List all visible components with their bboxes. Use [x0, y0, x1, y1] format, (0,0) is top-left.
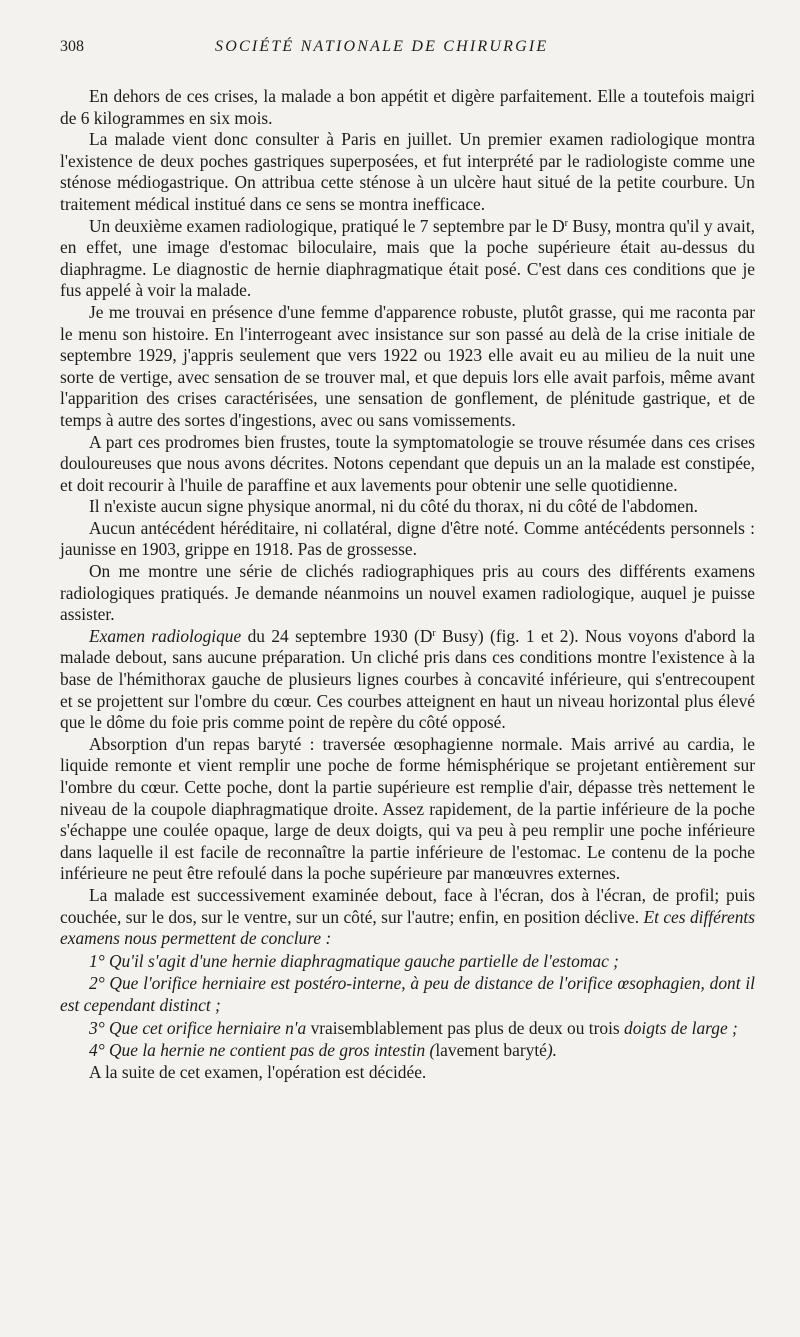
- page-header: [60, 38, 730, 62]
- paragraph: Il n'existe aucun signe physique anormal, ni du côté du thorax, ni du côté de l'abdomen.: [89, 496, 698, 517]
- conclusion-item: [60, 1018, 755, 1040]
- section-title: Examen radiologique: [89, 625, 242, 646]
- paragraph: Aucun antécédent héréditaire, ni collatéral, digne d'être noté. Comme antécédents personnels : jaunisse en 1903, grippe en 1918. Pas de grossesse.: [60, 517, 755, 560]
- text-run: du 24 septembre 1930 (D: [241, 625, 433, 646]
- text-run: Un deuxième examen radiologique, pratiqué le 7 septembre par le D: [89, 215, 565, 236]
- conclusion-item: 1° Qu'il s'agit d'une hernie diaphragmatique gauche partielle de l'estomac ;: [89, 950, 619, 971]
- paragraph: [60, 626, 755, 734]
- conclusion-item: [60, 1040, 755, 1062]
- text-run: La malade est successivement examinée debout, face à l'écran, dos à l'écran, de profil; puis couchée, sur le dos, sur le ventre, sur un côté, sur l'autre; enfin, en position déclive.: [60, 884, 755, 927]
- text-run: lavement baryté: [435, 1040, 547, 1061]
- paragraph: A part ces prodromes bien frustes, toute la symptomatologie se trouve résumée dans ces crises douloureuses que nous avons décrites. Notons cependant que depuis un an la malade est constipée, et doit recourir à l'huile de paraffine et aux lavements pour obtenir une selle quotidienne.: [60, 431, 755, 495]
- italic-run: ).: [546, 1040, 558, 1061]
- conclusion-item: 2° Que l'orifice herniaire est postéro-interne, à peu de distance de l'orifice œsophagien, dont il est cependant distinct ;: [60, 973, 755, 1015]
- italic-run: 3° Que cet orifice herniaire n'a: [89, 1017, 311, 1038]
- page-number: 308: [60, 38, 84, 55]
- body-text: [60, 86, 755, 1083]
- paragraph: [60, 216, 755, 302]
- superscript: r: [432, 627, 436, 639]
- text-run: Busy, montra qu'il y avait, en effet, une image d'estomac biloculaire, mais que la poche supérieure était au-dessus du diaphragme. Le diagnostic de hernie diaphragmatique était posé. C'est dans ces conditions que je fus appelé à voir la malade.: [60, 215, 755, 301]
- text-run: vraisemblablement pas plus de deux ou trois: [310, 1017, 620, 1038]
- running-title: SOCIÉTÉ NATIONALE DE CHIRURGIE: [215, 38, 549, 55]
- italic-run: 4° Que la hernie ne contient pas de gros intestin (: [89, 1040, 436, 1061]
- superscript: r: [564, 217, 568, 229]
- paragraph: La malade vient donc consulter à Paris en juillet. Un premier examen radiologique montra l'existence de deux poches gastriques superposées, et fut interprété par le radiologiste comme une sténose médiogastrique. On attribua cette sténose à un ulcère haut situé de la petite courbure. Un traitement médical institué dans ce sens se montra inefficace.: [60, 129, 755, 214]
- paragraph: Absorption d'un repas baryté : traversée œsophagienne normale. Mais arrivé au cardia, le liquide remonte et vient remplir une poche de forme hémisphérique se projetant entièrement sur l'ombre du cœur. Cette poche, dont la partie supérieure est remplie d'air, dépasse très nettement le niveau de la coupole diaphragmatique droite. Assez rapidement, de la partie inférieure de la poche s'échappe une coulée opaque, large de deux doigts, qui va peu à peu remplir une poche inférieure dans laquelle il est facile de reconnaître la partie inférieure de l'estomac. Le contenu de la poche inférieure ne peut être refoulé dans la poche supérieure par manœuvres externes.: [60, 733, 755, 884]
- paragraph: Je me trouvai en présence d'une femme d'apparence robuste, plutôt grasse, qui me raconta par le menu son histoire. En l'interrogeant avec insistance sur son passé au delà de la crise initiale de septembre 1929, j'appris seulement que vers 1922 ou 1923 elle avait eu au milieu de la nuit une sorte de vertige, avec sensation de se trouver mal, et que depuis lors elle avait parfois, même avant l'apparition des crises caractérisées, une sensation de gonflement, de plénitude gastrique, et de temps à autre des sortes d'ingestions, avec ou sans vomissements.: [60, 301, 755, 430]
- paragraph: A la suite de cet examen, l'opération est décidée.: [89, 1061, 427, 1082]
- text-run: Busy) (fig. 1 et 2). Nous voyons d'abord la malade debout, sans aucune préparation. Un cliché pris dans ces conditions montre l'existence à la base de l'hémithorax gauche de plusieurs lignes courbes à concavité inférieure, qui s'entrecoupent et se projettent sur l'ombre du cœur. Ces courbes atteignent en haut un niveau horizontal plus élevé que le dôme du foie pris comme point de repère du côté opposé.: [60, 625, 755, 733]
- paragraph: On me montre une série de clichés radiographiques pris au cours des différents examens radiologiques pratiqués. Je demande néanmoins un nouvel examen radiologique, auquel je puisse assister.: [60, 561, 755, 625]
- italic-run: doigts de large ;: [619, 1017, 738, 1038]
- paragraph: [60, 885, 755, 950]
- paragraph: En dehors de ces crises, la malade a bon appétit et digère parfaitement. Elle a toutefois maigri de 6 kilogrammes en six mois.: [60, 86, 755, 128]
- italic-run: Et ces différents examens nous permettent de conclure :: [60, 906, 755, 949]
